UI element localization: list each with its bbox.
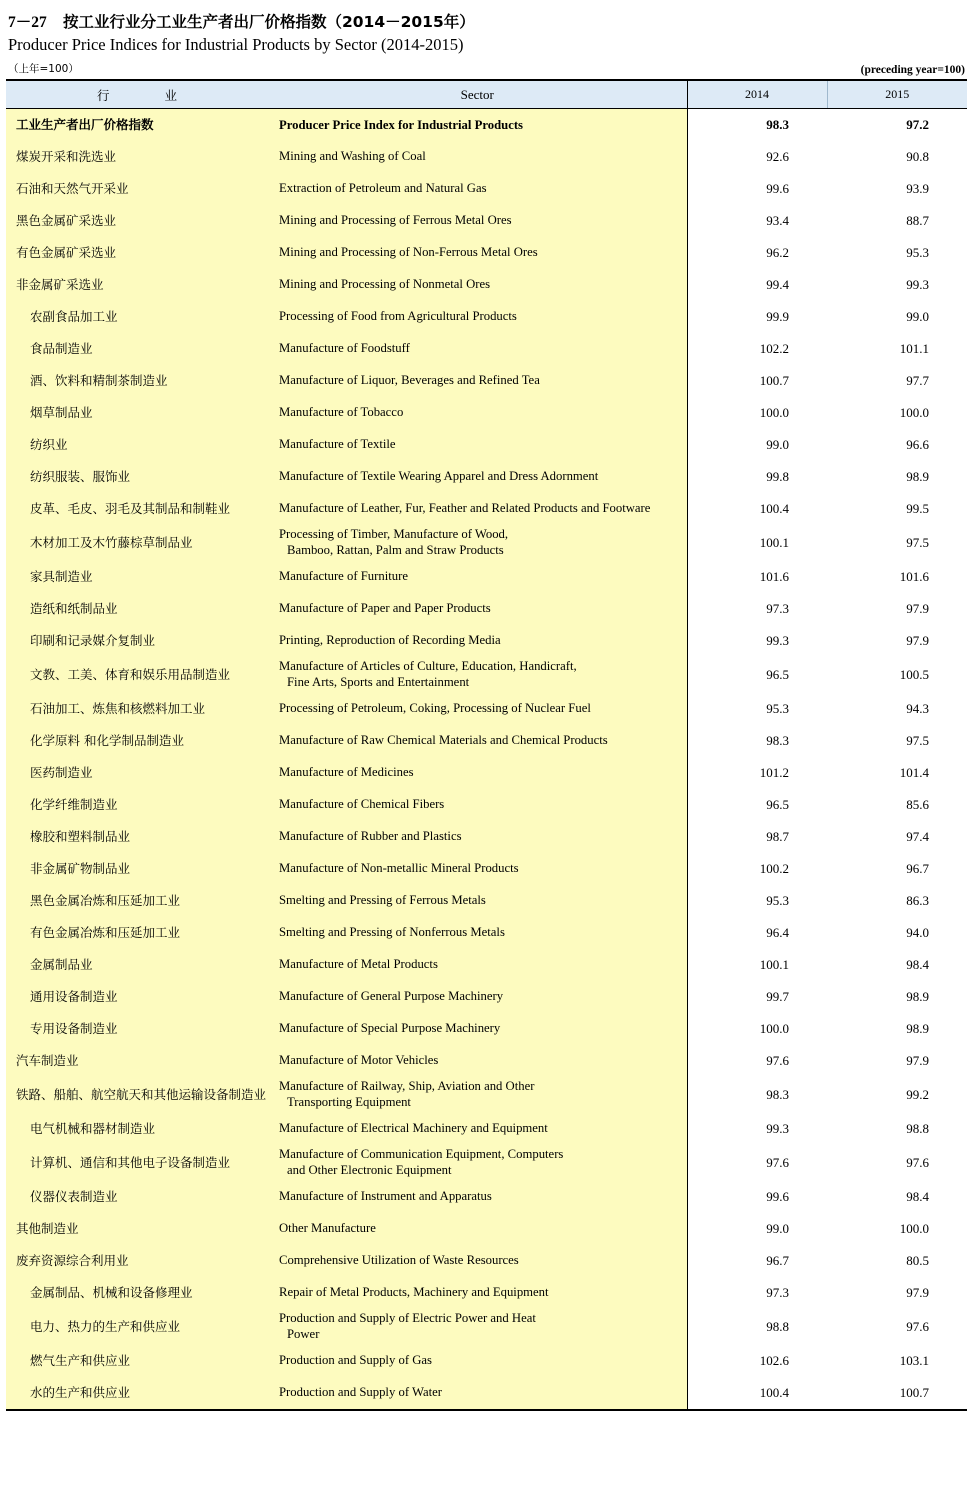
row-value-2014: 100.2 — [687, 853, 827, 885]
row-sector-en: Manufacture of Leather, Fur, Feather and Related Products and Footware — [268, 493, 687, 525]
column-header-2015: 2015 — [827, 80, 967, 109]
table-row — [6, 693, 967, 725]
table-row — [6, 885, 967, 917]
table-row — [6, 561, 967, 593]
row-sector-en: Repair of Metal Products, Machinery and Equipment — [268, 1277, 687, 1309]
column-header-industry: 行 业 — [6, 80, 268, 109]
row-sector-en: Manufacture of Communication Equipment, Computers and Other Electronic Equipment — [268, 1145, 687, 1181]
row-sector-en: Extraction of Petroleum and Natural Gas — [268, 173, 687, 205]
row-value-2014: 100.0 — [687, 1013, 827, 1045]
row-value-2014: 99.0 — [687, 429, 827, 461]
row-value-2015: 98.9 — [827, 1013, 967, 1045]
row-sector-en: Manufacture of Railway, Ship, Aviation and Other Transporting Equipment — [268, 1077, 687, 1113]
row-sector-en: Manufacture of Articles of Culture, Education, Handicraft, Fine Arts, Sports and Entertainment — [268, 657, 687, 693]
row-sector-en: Processing of Petroleum, Coking, Processing of Nuclear Fuel — [268, 693, 687, 725]
row-value-2015: 100.0 — [827, 1213, 967, 1245]
row-industry-cn: 废弃资源综合利用业 — [6, 1245, 268, 1277]
row-value-2014: 99.8 — [687, 461, 827, 493]
row-value-2014: 96.4 — [687, 917, 827, 949]
table-row — [6, 1309, 967, 1345]
table-number: 7－27 — [8, 14, 47, 31]
row-value-2014: 95.3 — [687, 885, 827, 917]
row-value-2015: 97.5 — [827, 725, 967, 757]
row-value-2015: 101.4 — [827, 757, 967, 789]
row-sector-en: Manufacture of Liquor, Beverages and Refined Tea — [268, 365, 687, 397]
row-sector-en: Manufacture of Tobacco — [268, 397, 687, 429]
table-row — [6, 1045, 967, 1077]
row-sector-en: Mining and Processing of Ferrous Metal Ores — [268, 205, 687, 237]
row-industry-cn: 有色金属矿采选业 — [6, 237, 268, 269]
table-row — [6, 757, 967, 789]
row-industry-cn: 水的生产和供应业 — [6, 1377, 268, 1409]
row-sector-en: Manufacture of Paper and Paper Products — [268, 593, 687, 625]
row-value-2014: 96.5 — [687, 657, 827, 693]
row-sector-en: Production and Supply of Gas — [268, 1345, 687, 1377]
table-row — [6, 949, 967, 981]
row-industry-cn: 电力、热力的生产和供应业 — [6, 1309, 268, 1345]
row-value-2015: 98.9 — [827, 461, 967, 493]
row-value-2014: 100.4 — [687, 493, 827, 525]
row-value-2014: 92.6 — [687, 141, 827, 173]
row-value-2014: 100.1 — [687, 949, 827, 981]
row-industry-cn: 燃气生产和供应业 — [6, 1345, 268, 1377]
row-value-2014: 100.1 — [687, 525, 827, 561]
row-sector-en: Mining and Washing of Coal — [268, 141, 687, 173]
row-industry-cn: 金属制品业 — [6, 949, 268, 981]
row-value-2014: 93.4 — [687, 205, 827, 237]
row-industry-cn: 计算机、通信和其他电子设备制造业 — [6, 1145, 268, 1181]
row-sector-en: Manufacture of Non-metallic Mineral Products — [268, 853, 687, 885]
row-industry-cn: 纺织服装、服饰业 — [6, 461, 268, 493]
unit-note-cn: （上年=100） — [8, 63, 79, 75]
row-value-2014: 97.3 — [687, 1277, 827, 1309]
row-sector-en: Production and Supply of Electric Power and Heat Power — [268, 1309, 687, 1345]
row-industry-cn: 皮革、毛皮、羽毛及其制品和制鞋业 — [6, 493, 268, 525]
table-row — [6, 789, 967, 821]
row-value-2015: 101.1 — [827, 333, 967, 365]
row-sector-en: Manufacture of Medicines — [268, 757, 687, 789]
row-industry-cn: 酒、饮料和精制茶制造业 — [6, 365, 268, 397]
row-value-2014: 101.6 — [687, 561, 827, 593]
row-value-2014: 96.2 — [687, 237, 827, 269]
row-value-2015: 97.9 — [827, 1045, 967, 1077]
row-industry-cn: 铁路、船舶、航空航天和其他运输设备制造业 — [6, 1077, 268, 1113]
row-sector-en: Manufacture of Textile — [268, 429, 687, 461]
table-row — [6, 109, 967, 141]
row-sector-en: Manufacture of Electrical Machinery and Equipment — [268, 1113, 687, 1145]
row-value-2015: 99.2 — [827, 1077, 967, 1113]
row-value-2015: 99.0 — [827, 301, 967, 333]
row-industry-cn: 印刷和记录媒介复制业 — [6, 625, 268, 657]
page-title-cn — [8, 10, 967, 32]
row-value-2015: 101.6 — [827, 561, 967, 593]
row-sector-en: Producer Price Index for Industrial Products — [268, 109, 687, 141]
row-industry-cn: 非金属矿物制品业 — [6, 853, 268, 885]
row-value-2014: 98.8 — [687, 1309, 827, 1345]
row-sector-en: Manufacture of Instrument and Apparatus — [268, 1181, 687, 1213]
row-value-2015: 97.6 — [827, 1309, 967, 1345]
table-row — [6, 917, 967, 949]
row-industry-cn: 煤炭开采和洗选业 — [6, 141, 268, 173]
row-industry-cn: 仪器仪表制造业 — [6, 1181, 268, 1213]
row-value-2014: 99.6 — [687, 173, 827, 205]
row-value-2015: 88.7 — [827, 205, 967, 237]
table-row — [6, 625, 967, 657]
unit-note-en: (preceding year=100) — [860, 64, 965, 76]
row-industry-cn: 其他制造业 — [6, 1213, 268, 1245]
row-value-2015: 97.9 — [827, 625, 967, 657]
row-industry-cn: 电气机械和器材制造业 — [6, 1113, 268, 1145]
row-industry-cn: 石油加工、炼焦和核燃料加工业 — [6, 693, 268, 725]
row-industry-cn: 木材加工及木竹藤棕草制品业 — [6, 525, 268, 561]
row-value-2015: 97.9 — [827, 593, 967, 625]
row-industry-cn: 非金属矿采选业 — [6, 269, 268, 301]
row-industry-cn: 黑色金属冶炼和压延加工业 — [6, 885, 268, 917]
table-row — [6, 301, 967, 333]
row-industry-cn: 通用设备制造业 — [6, 981, 268, 1013]
row-industry-cn: 橡胶和塑料制品业 — [6, 821, 268, 853]
row-value-2014: 96.7 — [687, 1245, 827, 1277]
row-value-2015: 94.3 — [827, 693, 967, 725]
row-value-2015: 96.6 — [827, 429, 967, 461]
row-value-2014: 98.3 — [687, 1077, 827, 1113]
row-value-2015: 99.5 — [827, 493, 967, 525]
row-value-2014: 100.4 — [687, 1377, 827, 1409]
title-cn-text: 按工业行业分工业生产者出厂价格指数（2014－2015年） — [62, 13, 475, 31]
row-value-2014: 99.9 — [687, 301, 827, 333]
row-industry-cn: 食品制造业 — [6, 333, 268, 365]
row-industry-cn: 工业生产者出厂价格指数 — [6, 109, 268, 141]
row-value-2015: 100.5 — [827, 657, 967, 693]
table-row — [6, 1345, 967, 1377]
row-value-2015: 97.2 — [827, 109, 967, 141]
row-value-2015: 96.7 — [827, 853, 967, 885]
table-row — [6, 981, 967, 1013]
table-row — [6, 853, 967, 885]
row-value-2015: 97.4 — [827, 821, 967, 853]
row-sector-en: Printing, Reproduction of Recording Media — [268, 625, 687, 657]
row-sector-en: Smelting and Pressing of Nonferrous Metals — [268, 917, 687, 949]
row-industry-cn: 汽车制造业 — [6, 1045, 268, 1077]
row-value-2015: 98.8 — [827, 1113, 967, 1145]
row-sector-en: Manufacture of Furniture — [268, 561, 687, 593]
table-row — [6, 141, 967, 173]
row-value-2014: 99.3 — [687, 1113, 827, 1145]
row-value-2015: 98.9 — [827, 981, 967, 1013]
table-row — [6, 1113, 967, 1145]
row-sector-en: Manufacture of Foodstuff — [268, 333, 687, 365]
row-sector-en: Manufacture of Textile Wearing Apparel and Dress Adornment — [268, 461, 687, 493]
row-value-2015: 86.3 — [827, 885, 967, 917]
row-value-2015: 103.1 — [827, 1345, 967, 1377]
row-sector-en: Manufacture of Raw Chemical Materials and Chemical Products — [268, 725, 687, 757]
row-value-2014: 98.7 — [687, 821, 827, 853]
row-sector-en: Manufacture of General Purpose Machinery — [268, 981, 687, 1013]
table-row — [6, 205, 967, 237]
row-value-2014: 97.6 — [687, 1145, 827, 1181]
row-value-2015: 93.9 — [827, 173, 967, 205]
table-row — [6, 1277, 967, 1309]
row-industry-cn: 医药制造业 — [6, 757, 268, 789]
table-row — [6, 1013, 967, 1045]
row-value-2014: 99.6 — [687, 1181, 827, 1213]
row-value-2014: 100.0 — [687, 397, 827, 429]
table-row — [6, 1377, 967, 1409]
row-value-2014: 102.6 — [687, 1345, 827, 1377]
row-sector-en: Manufacture of Metal Products — [268, 949, 687, 981]
row-value-2014: 98.3 — [687, 109, 827, 141]
row-industry-cn: 专用设备制造业 — [6, 1013, 268, 1045]
row-value-2014: 96.5 — [687, 789, 827, 821]
table-row — [6, 173, 967, 205]
page-title-en: Producer Price Indices for Industrial Products by Sector (2014-2015) — [8, 35, 464, 54]
table-row — [6, 1213, 967, 1245]
table-row — [6, 397, 967, 429]
table-row — [6, 365, 967, 397]
row-industry-cn: 造纸和纸制品业 — [6, 593, 268, 625]
row-value-2014: 99.0 — [687, 1213, 827, 1245]
unit-line — [8, 61, 965, 76]
row-value-2015: 80.5 — [827, 1245, 967, 1277]
row-sector-en: Manufacture of Motor Vehicles — [268, 1045, 687, 1077]
row-value-2014: 97.6 — [687, 1045, 827, 1077]
row-industry-cn: 石油和天然气开采业 — [6, 173, 268, 205]
row-sector-en: Manufacture of Chemical Fibers — [268, 789, 687, 821]
row-industry-cn: 农副食品加工业 — [6, 301, 268, 333]
row-industry-cn: 化学原料 和化学制品制造业 — [6, 725, 268, 757]
row-value-2015: 98.4 — [827, 1181, 967, 1213]
row-value-2015: 85.6 — [827, 789, 967, 821]
table-bottom-rule — [6, 1409, 967, 1411]
column-header-sector: Sector — [268, 80, 687, 109]
row-industry-cn: 化学纤维制造业 — [6, 789, 268, 821]
row-value-2015: 90.8 — [827, 141, 967, 173]
row-value-2014: 102.2 — [687, 333, 827, 365]
row-industry-cn: 黑色金属矿采选业 — [6, 205, 268, 237]
row-value-2014: 97.3 — [687, 593, 827, 625]
table-row — [6, 821, 967, 853]
table-row — [6, 493, 967, 525]
row-sector-en: Manufacture of Special Purpose Machinery — [268, 1013, 687, 1045]
row-industry-cn: 有色金属冶炼和压延加工业 — [6, 917, 268, 949]
row-industry-cn: 烟草制品业 — [6, 397, 268, 429]
row-value-2015: 97.9 — [827, 1277, 967, 1309]
row-sector-en: Comprehensive Utilization of Waste Resources — [268, 1245, 687, 1277]
row-sector-en: Other Manufacture — [268, 1213, 687, 1245]
table-header-row — [6, 80, 967, 109]
row-value-2015: 95.3 — [827, 237, 967, 269]
row-industry-cn: 文教、工美、体育和娱乐用品制造业 — [6, 657, 268, 693]
row-sector-en: Smelting and Pressing of Ferrous Metals — [268, 885, 687, 917]
row-industry-cn: 家具制造业 — [6, 561, 268, 593]
table-row — [6, 1181, 967, 1213]
table-row — [6, 593, 967, 625]
ppi-table — [6, 79, 967, 1409]
row-value-2015: 94.0 — [827, 917, 967, 949]
column-header-2014: 2014 — [687, 80, 827, 109]
row-value-2015: 99.3 — [827, 269, 967, 301]
row-value-2015: 97.6 — [827, 1145, 967, 1181]
table-row — [6, 725, 967, 757]
row-value-2014: 101.2 — [687, 757, 827, 789]
row-value-2014: 95.3 — [687, 693, 827, 725]
row-value-2015: 100.7 — [827, 1377, 967, 1409]
row-value-2014: 99.7 — [687, 981, 827, 1013]
row-sector-en: Processing of Timber, Manufacture of Wood, Bamboo, Rattan, Palm and Straw Products — [268, 525, 687, 561]
row-industry-cn: 纺织业 — [6, 429, 268, 461]
row-value-2015: 97.5 — [827, 525, 967, 561]
table-row — [6, 525, 967, 561]
table-row — [6, 429, 967, 461]
row-sector-en: Mining and Processing of Non-Ferrous Metal Ores — [268, 237, 687, 269]
table-row — [6, 657, 967, 693]
row-industry-cn: 金属制品、机械和设备修理业 — [6, 1277, 268, 1309]
table-row — [6, 1245, 967, 1277]
table-row — [6, 461, 967, 493]
row-value-2014: 99.3 — [687, 625, 827, 657]
row-value-2014: 98.3 — [687, 725, 827, 757]
table-body — [6, 109, 967, 1409]
row-value-2014: 99.4 — [687, 269, 827, 301]
table-row — [6, 1077, 967, 1113]
row-sector-en: Manufacture of Rubber and Plastics — [268, 821, 687, 853]
table-row — [6, 269, 967, 301]
row-sector-en: Production and Supply of Water — [268, 1377, 687, 1409]
row-value-2014: 100.7 — [687, 365, 827, 397]
table-row — [6, 333, 967, 365]
row-sector-en: Mining and Processing of Nonmetal Ores — [268, 269, 687, 301]
row-sector-en: Processing of Food from Agricultural Products — [268, 301, 687, 333]
table-row — [6, 1145, 967, 1181]
row-value-2015: 100.0 — [827, 397, 967, 429]
row-value-2015: 98.4 — [827, 949, 967, 981]
table-row — [6, 237, 967, 269]
row-value-2015: 97.7 — [827, 365, 967, 397]
